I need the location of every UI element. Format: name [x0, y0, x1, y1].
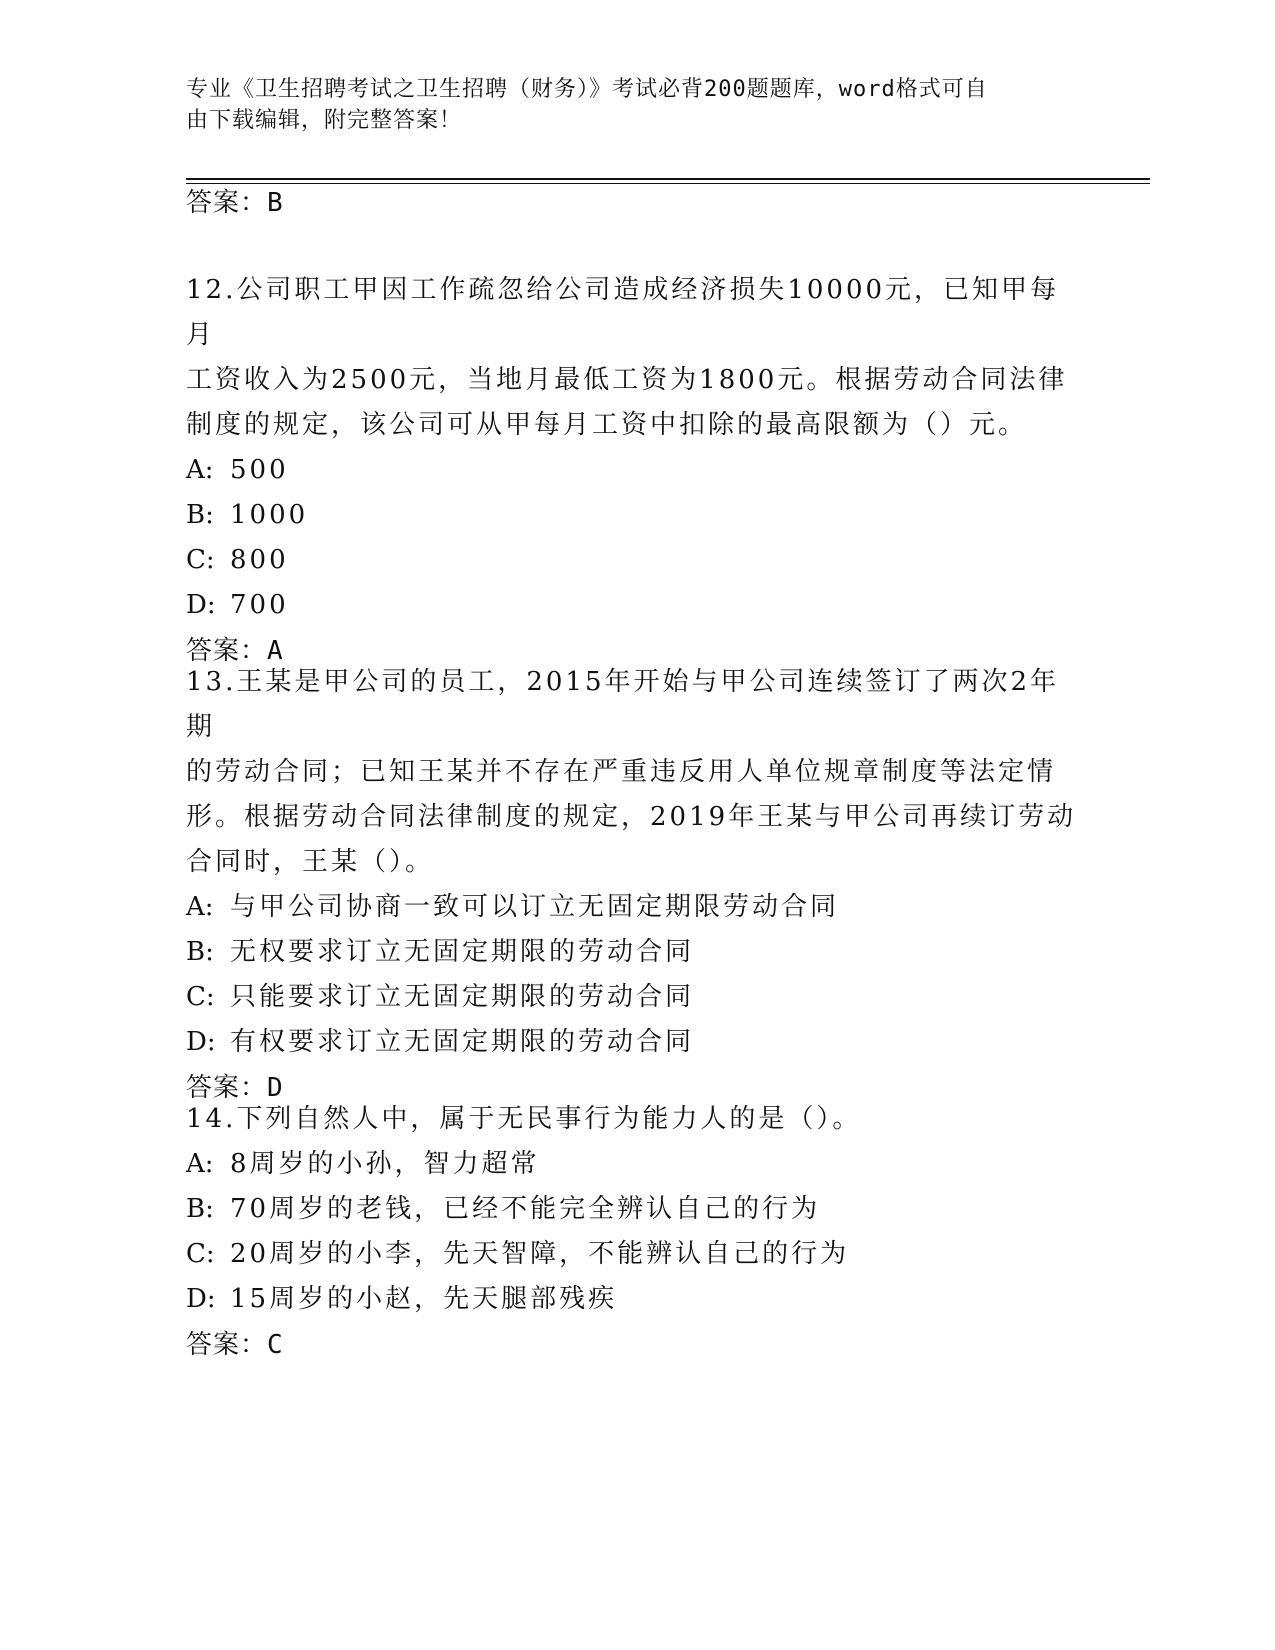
question-line: 的劳动合同；已知王某并不存在严重违反用人单位规章制度等法定情	[186, 757, 1057, 787]
answer-label: 答案：C	[186, 1330, 284, 1360]
option-c	[186, 975, 1086, 1020]
option-text: 70周岁的老钱，已经不能完全辨认自己的行为	[230, 1194, 821, 1224]
question-line: 14.下列自然人中，属于无民事行为能力人的是（）。	[186, 1104, 862, 1134]
question-line: 合同时，王某（）。	[186, 847, 435, 877]
option-letter: A:	[186, 892, 214, 922]
option-text: 700	[230, 590, 289, 620]
option-letter: B:	[186, 1194, 214, 1224]
option-c	[186, 1232, 1086, 1277]
option-b	[186, 493, 1086, 538]
question-line: 工资收入为2500元，当地月最低工资为1800元。根据劳动合同法律	[186, 365, 1068, 395]
option-letter: D:	[186, 1284, 216, 1314]
question-14	[186, 1097, 1086, 1362]
question-12-stem	[186, 268, 1086, 448]
option-letter: D:	[186, 590, 216, 620]
option-letter: A:	[186, 455, 214, 485]
answer-label: 答案：A	[186, 636, 284, 666]
option-letter: B:	[186, 937, 214, 967]
option-d	[186, 1277, 1086, 1322]
option-letter: B:	[186, 500, 214, 530]
option-letter: A:	[186, 1149, 214, 1179]
option-text: 1000	[230, 500, 309, 530]
question-13	[186, 660, 1086, 1105]
question-line: 13.王某是甲公司的员工，2015年开始与甲公司连续签订了两次2年期	[186, 667, 1060, 742]
option-text: 与甲公司协商一致可以订立无固定期限劳动合同	[230, 892, 840, 922]
option-text: 无权要求订立无固定期限的劳动合同	[230, 937, 695, 967]
question-13-stem	[186, 660, 1086, 885]
option-letter: D:	[186, 1027, 216, 1057]
question-line: 12.公司职工甲因工作疏忽给公司造成经济损失10000元，已知甲每月	[186, 275, 1060, 350]
option-a	[186, 1142, 1086, 1187]
option-a	[186, 448, 1086, 493]
option-c	[186, 538, 1086, 583]
header-rule-thick	[186, 178, 1150, 180]
option-d	[186, 1020, 1086, 1065]
question-14-stem	[186, 1097, 1086, 1142]
option-text: 20周岁的小李，先天智障，不能辨认自己的行为	[230, 1239, 850, 1269]
answer-label: 答案：D	[186, 1073, 284, 1103]
option-d	[186, 583, 1086, 628]
header-rule-thin	[186, 183, 1150, 184]
option-text: 只能要求订立无固定期限的劳动合同	[230, 982, 695, 1012]
question-line: 制度的规定，该公司可从甲每月工资中扣除的最高限额为（）元。	[186, 410, 1028, 440]
option-a	[186, 885, 1086, 930]
option-letter: C:	[186, 545, 215, 575]
previous-answer: 答案：B	[186, 188, 284, 218]
header-line-2: 由下载编辑，附完整答案！	[186, 108, 463, 133]
option-b	[186, 930, 1086, 975]
option-letter: C:	[186, 982, 215, 1012]
document-header	[186, 74, 1066, 136]
option-text: 15周岁的小赵，先天腿部残疾	[230, 1284, 618, 1314]
option-text: 500	[230, 455, 289, 485]
option-b	[186, 1187, 1086, 1232]
option-text: 8周岁的小孙，智力超常	[230, 1149, 540, 1179]
option-text: 800	[230, 545, 289, 575]
option-letter: C:	[186, 1239, 215, 1269]
question-12	[186, 268, 1086, 668]
question-line: 形。根据劳动合同法律制度的规定，2019年王某与甲公司再续订劳动	[186, 802, 1077, 832]
option-text: 有权要求订立无固定期限的劳动合同	[230, 1027, 695, 1057]
header-line-1: 专业《卫生招聘考试之卫生招聘（财务）》考试必背200题题库，word格式可自	[186, 77, 988, 102]
